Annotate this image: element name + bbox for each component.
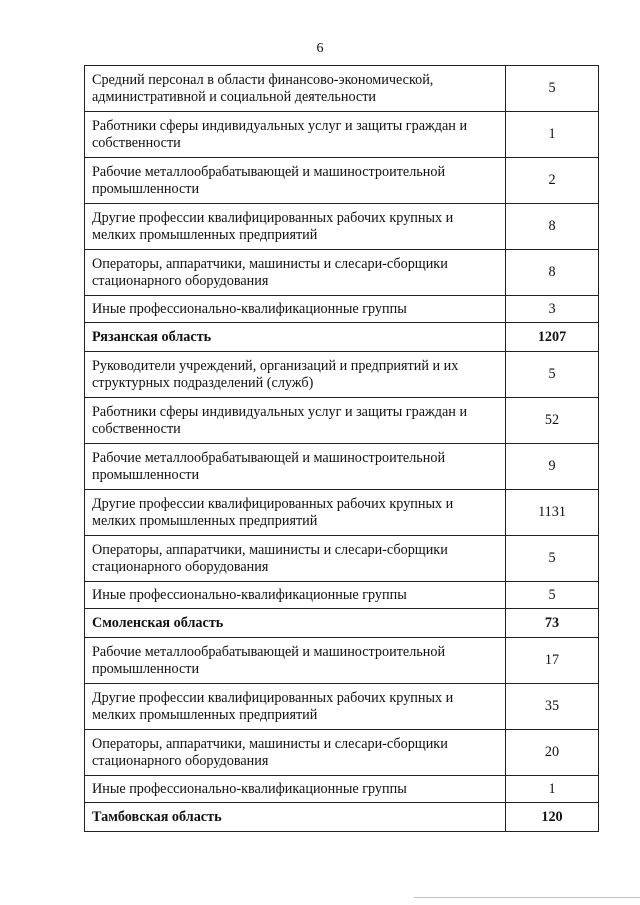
region-name-cell: Смоленская область <box>85 609 506 638</box>
profession-group-cell: Рабочие металлообрабатывающей и машиностроительной промышленности <box>85 158 506 204</box>
profession-group-cell: Другие профессии квалифицированных рабочих крупных и мелких промышленных предприятий <box>85 684 506 730</box>
profession-table <box>84 65 599 832</box>
profession-group-cell: Иные профессионально-квалификационные группы <box>85 776 506 803</box>
region-total-cell: 73 <box>506 609 599 638</box>
table-row <box>85 112 599 158</box>
table-row <box>85 536 599 582</box>
profession-group-cell: Другие профессии квалифицированных рабочих крупных и мелких промышленных предприятий <box>85 204 506 250</box>
count-cell: 1131 <box>506 490 599 536</box>
count-cell: 52 <box>506 398 599 444</box>
table-row <box>85 490 599 536</box>
count-cell: 8 <box>506 204 599 250</box>
profession-group-cell: Руководители учреждений, организаций и предприятий и их структурных подразделений (служб) <box>85 352 506 398</box>
profession-group-cell: Работники сферы индивидуальных услуг и защиты граждан и собственности <box>85 112 506 158</box>
profession-group-cell: Работники сферы индивидуальных услуг и защиты граждан и собственности <box>85 398 506 444</box>
count-cell: 5 <box>506 66 599 112</box>
table-row <box>85 398 599 444</box>
table-row <box>85 352 599 398</box>
count-cell: 5 <box>506 582 599 609</box>
table-row <box>85 776 599 803</box>
table-row <box>85 250 599 296</box>
table-row <box>85 204 599 250</box>
table-row <box>85 66 599 112</box>
profession-group-cell: Другие профессии квалифицированных рабочих крупных и мелких промышленных предприятий <box>85 490 506 536</box>
profession-group-cell: Иные профессионально-квалификационные группы <box>85 582 506 609</box>
table-row <box>85 444 599 490</box>
profession-group-cell: Операторы, аппаратчики, машинисты и слесари-сборщики стационарного оборудования <box>85 536 506 582</box>
profession-group-cell: Иные профессионально-квалификационные группы <box>85 296 506 323</box>
count-cell: 1 <box>506 112 599 158</box>
profession-group-cell: Операторы, аппаратчики, машинисты и слесари-сборщики стационарного оборудования <box>85 730 506 776</box>
table-row <box>85 296 599 323</box>
table-row <box>85 730 599 776</box>
region-total-row <box>85 609 599 638</box>
table-row <box>85 582 599 609</box>
count-cell: 1 <box>506 776 599 803</box>
region-total-row <box>85 803 599 832</box>
region-name-cell: Рязанская область <box>85 323 506 352</box>
profession-group-cell: Средний персонал в области финансово-экономической, административной и социальной деятельности <box>85 66 506 112</box>
count-cell: 9 <box>506 444 599 490</box>
page-number: 6 <box>316 41 324 56</box>
count-cell: 20 <box>506 730 599 776</box>
table-row <box>85 638 599 684</box>
count-cell: 2 <box>506 158 599 204</box>
region-total-cell: 120 <box>506 803 599 832</box>
region-name-cell: Тамбовская область <box>85 803 506 832</box>
profession-group-cell: Рабочие металлообрабатывающей и машиностроительной промышленности <box>85 638 506 684</box>
count-cell: 3 <box>506 296 599 323</box>
count-cell: 17 <box>506 638 599 684</box>
profession-group-cell: Рабочие металлообрабатывающей и машиностроительной промышленности <box>85 444 506 490</box>
count-cell: 5 <box>506 352 599 398</box>
scan-edge-line <box>414 897 640 898</box>
table-body <box>85 66 599 832</box>
profession-group-cell: Операторы, аппаратчики, машинисты и слесари-сборщики стационарного оборудования <box>85 250 506 296</box>
count-cell: 35 <box>506 684 599 730</box>
table-row <box>85 684 599 730</box>
region-total-row <box>85 323 599 352</box>
region-total-cell: 1207 <box>506 323 599 352</box>
count-cell: 5 <box>506 536 599 582</box>
count-cell: 8 <box>506 250 599 296</box>
table-row <box>85 158 599 204</box>
